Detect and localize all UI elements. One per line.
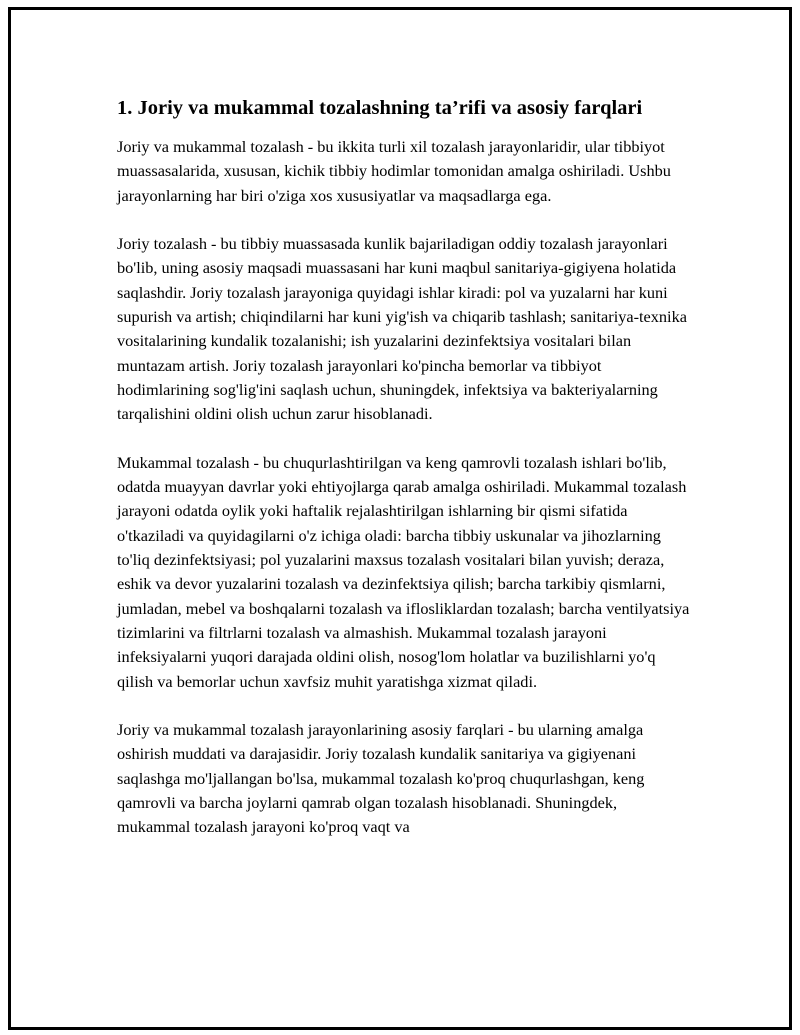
section-heading: 1. Joriy va mukammal tozalashning ta’rifi va asosiy farqlari — [117, 97, 643, 119]
paragraph-joriy-tozalash: Joriy tozalash - bu tibbiy muassasada kunlik bajariladigan oddiy tozalash jarayonlari bo'lib, uning asosiy maqsadi muassasani har kuni maqbul sanitariya-gigiyena holatida saqlashdir. Joriy tozalash jarayoniga quyidagi ishlar kiradi: pol va yuzalarni har kuni supurish va artish; chiqindilarni har kuni yig'ish va chiqarib tashlash; sanitariya-texnika vositalarining kundalik tozalanishi; ish yuzalarini dezinfektsiya vositalari bilan muntazam artish. Joriy tozalash jarayonlari ko'pincha bemorlar va tibbiyot hodimlarining sog'lig'ini saqlash uchun, shuningdek, infektsiya va bakteriyalarning tarqalishini oldini olish uchun zarur hisoblanadi. — [117, 234, 687, 424]
paragraph-farqlar: Joriy va mukammal tozalash jarayonlarining asosiy farqlari - bu ularning amalga oshirish muddati va darajasidir. Joriy tozalash kundalik sanitariya va gigiyenani saqlashga mo'ljallangan bo'lsa, mukammal tozalash ko'proq chuqurlashgan, keng qamrovli va barcha joylarni qamrab olgan tozalash hisoblanadi. Shuningdek, mukammal tozalash jarayoni ko'proq vaqt va — [117, 720, 645, 837]
document-body — [117, 95, 692, 864]
paragraph-mukammal-tozalash: Mukammal tozalash - bu chuqurlashtirilgan va keng qamrovli tozalash ishlari bo'lib, odatda muayyan davrlar yoki ehtiyojlarga qarab amalga oshiriladi. Mukammal tozalash jarayoni odatda oylik yoki haftalik rejalashtirilgan ishlarning bir qismi sifatida o'tkaziladi va quyidagilarni o'z ichiga oladi: barcha tibbiy uskunalar va jihozlarning to'liq dezinfektsiyasi; pol yuzalarini maxsus tozalash vositalari bilan yuvish; deraza, eshik va devor yuzalarini tozalash va dezinfektsiya qilish; barcha tarkibiy qismlarni, jumladan, mebel va boshqalarni tozalash va iflosliklardan tozalash; barcha ventilyatsiya tizimlarini va filtrlarni tozalash va almashish. Mukammal tozalash jarayoni infeksiyalarni yuqori darajada oldini olish, nosog'lom holatlar va buzilishlarni yo'q qilish va bemorlar uchun xavfsiz muhit yaratishga xizmat qiladi. — [117, 452, 690, 691]
paragraph-intro: Joriy va mukammal tozalash - bu ikkita turli xil tozalash jarayonlaridir, ular tibbiyot muassasalarida, xususan, kichik tibbiy hodimlar tomonidan amalga oshiriladi. Ushbu jarayonlarning har biri o'ziga xos xususiyatlar va maqsadlarga ega. — [117, 137, 671, 205]
